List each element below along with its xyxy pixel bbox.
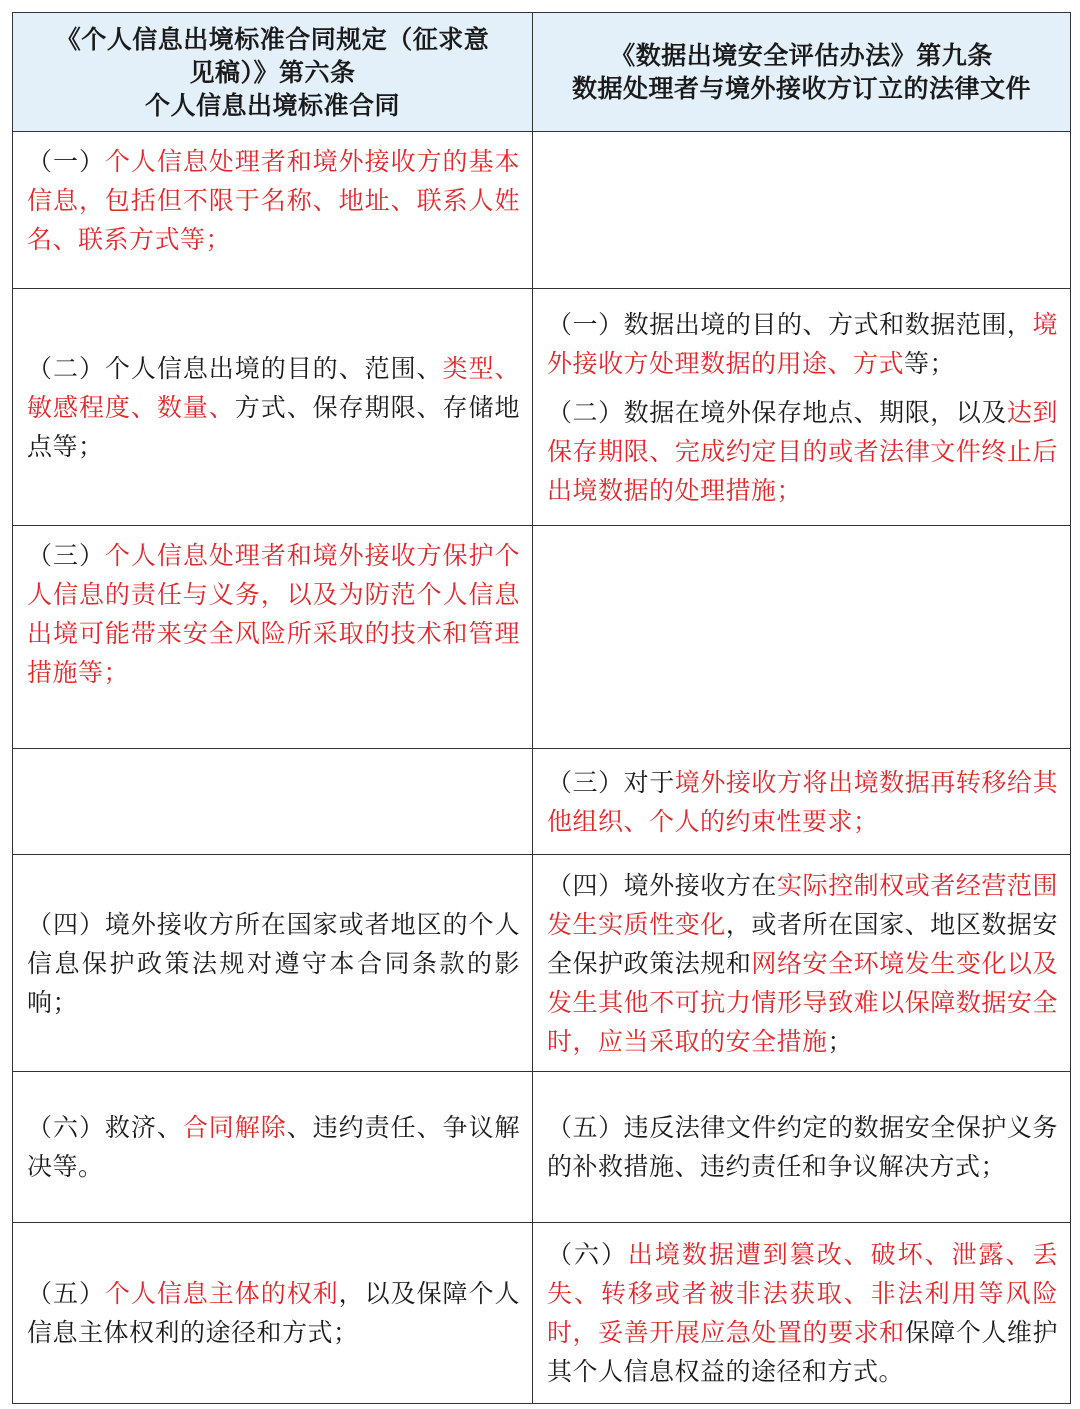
emphasis-text-run: 个人信息主体的权利 xyxy=(104,1279,339,1308)
row6-left-cell xyxy=(13,1072,533,1223)
table-row xyxy=(13,1072,1071,1223)
row2-right-text-2 xyxy=(547,393,1058,510)
text-run: （二）个人信息出境的目的、范围、 xyxy=(27,353,443,383)
emphasis-text-run: 实际控制权或者经营范围发生实质性变化 xyxy=(547,870,1058,939)
text-run: ； xyxy=(827,1026,854,1056)
row3-left-text xyxy=(27,536,520,692)
row1-right-cell-empty xyxy=(533,132,1071,289)
text-run: （一） xyxy=(27,147,105,176)
text-run: （六）救济、 xyxy=(27,1113,183,1142)
table-row xyxy=(13,289,1071,526)
table-row xyxy=(13,526,1071,749)
table-header-row xyxy=(13,13,1071,132)
row2-left-text xyxy=(27,349,520,466)
text-run: （五） xyxy=(27,1279,105,1308)
text-run: 等； xyxy=(904,348,956,378)
row2-left-cell xyxy=(13,289,533,526)
text-run: 、违约责任、争议解决等。 xyxy=(27,1113,520,1181)
emphasis-text-run: 个人信息处理者和境外接收方保护个人信息的责任与义务，以及为防范个人信息出境可能带来安全风险所采取的技术和管理措施等； xyxy=(27,541,520,687)
header-left-cell xyxy=(13,13,533,132)
row4-left-cell-empty xyxy=(13,749,533,855)
text-run: ，以及保障个人信息主体权利的途径和方式； xyxy=(27,1279,520,1347)
header-left-line3: 个人信息出境标准合同 xyxy=(144,90,400,120)
text-run: （三）对于 xyxy=(547,767,675,797)
emphasis-text-run: 达到保存期限、完成约定目的或者法律文件终止后出境数据的处理措施； xyxy=(547,397,1058,505)
row6-right-cell xyxy=(533,1072,1071,1223)
row3-right-cell-empty xyxy=(533,526,1071,749)
text-run: 方式、保存期限、存储地点等； xyxy=(27,392,520,461)
text-run: （四）境外接收方在 xyxy=(547,870,777,900)
header-right-line1: 《数据出境安全评估办法》第九条 xyxy=(610,41,993,70)
row6-right-text xyxy=(547,1108,1058,1186)
table-row xyxy=(13,132,1071,289)
emphasis-text-run: 境外接收方处理数据的用途、方式 xyxy=(547,309,1058,378)
row7-right-cell xyxy=(533,1223,1071,1404)
row2-right-text-1 xyxy=(547,305,1058,383)
comparison-table xyxy=(12,12,1071,1404)
row5-right-cell xyxy=(533,855,1071,1072)
text-run: （五）违反法律文件约定的数据安全保护义务的补救措施、违约责任和争议解决方式； xyxy=(547,1113,1058,1181)
row1-left-cell xyxy=(13,132,533,289)
header-left-line1: 《个人信息出境标准合同规定（征求意 xyxy=(55,24,490,54)
text-run: （四）境外接收方所在国家或者地区的个人信息保护政策法规对遵守本合同条款的影响； xyxy=(27,909,520,1017)
table-row xyxy=(13,855,1071,1072)
row7-right-text xyxy=(547,1235,1058,1391)
row1-left-text xyxy=(27,142,520,259)
row5-right-text xyxy=(547,866,1058,1061)
row5-left-cell xyxy=(13,855,533,1072)
row4-right-text xyxy=(547,763,1058,841)
emphasis-text-run: 个人信息处理者和境外接收方的基本信息，包括但不限于名称、地址、联系人姓名、联系方式等； xyxy=(27,147,520,254)
table-row xyxy=(13,749,1071,855)
table-row xyxy=(13,1223,1071,1404)
header-right-cell xyxy=(533,13,1071,132)
row2-right-cell xyxy=(533,289,1071,526)
emphasis-text-run: 网络安全环境发生变化以及发生其他不可抗力情形导致难以保障数据安全时，应当采取的安全措施 xyxy=(547,948,1058,1056)
emphasis-text-run: 类型、敏感程度、数量、 xyxy=(27,353,520,422)
text-run: ，或者所在国家、地区数据安全保护政策法规和 xyxy=(547,909,1058,978)
header-right-line2: 数据处理者与境外接收方订立的法律文件 xyxy=(571,74,1031,103)
text-run: （三） xyxy=(27,541,105,570)
text-run: （二）数据在境外保存地点、期限，以及 xyxy=(547,397,1007,427)
row7-left-cell xyxy=(13,1223,533,1404)
emphasis-text-run: 出境数据遭到篡改、破坏、泄露、丢失、转移或者被非法获取、非法利用等风险时，妥善开展应急处置的要求和 xyxy=(547,1240,1058,1347)
comparison-table-container xyxy=(12,12,1070,1404)
emphasis-text-run: 境外接收方将出境数据再转移给其他组织、个人的约束性要求； xyxy=(547,767,1058,836)
row7-left-text xyxy=(27,1274,520,1352)
emphasis-text-run: 合同解除 xyxy=(182,1113,287,1142)
header-left-line2: 见稿）》第六条 xyxy=(189,57,356,87)
row4-right-cell xyxy=(533,749,1071,855)
row3-left-cell xyxy=(13,526,533,749)
text-run: （六） xyxy=(547,1240,628,1269)
row6-left-text xyxy=(27,1108,520,1186)
text-run: 保障个人维护其个人信息权益的途径和方式。 xyxy=(547,1318,1058,1386)
text-run: （一）数据出境的目的、方式和数据范围， xyxy=(547,309,1033,339)
row5-left-text xyxy=(27,905,520,1022)
